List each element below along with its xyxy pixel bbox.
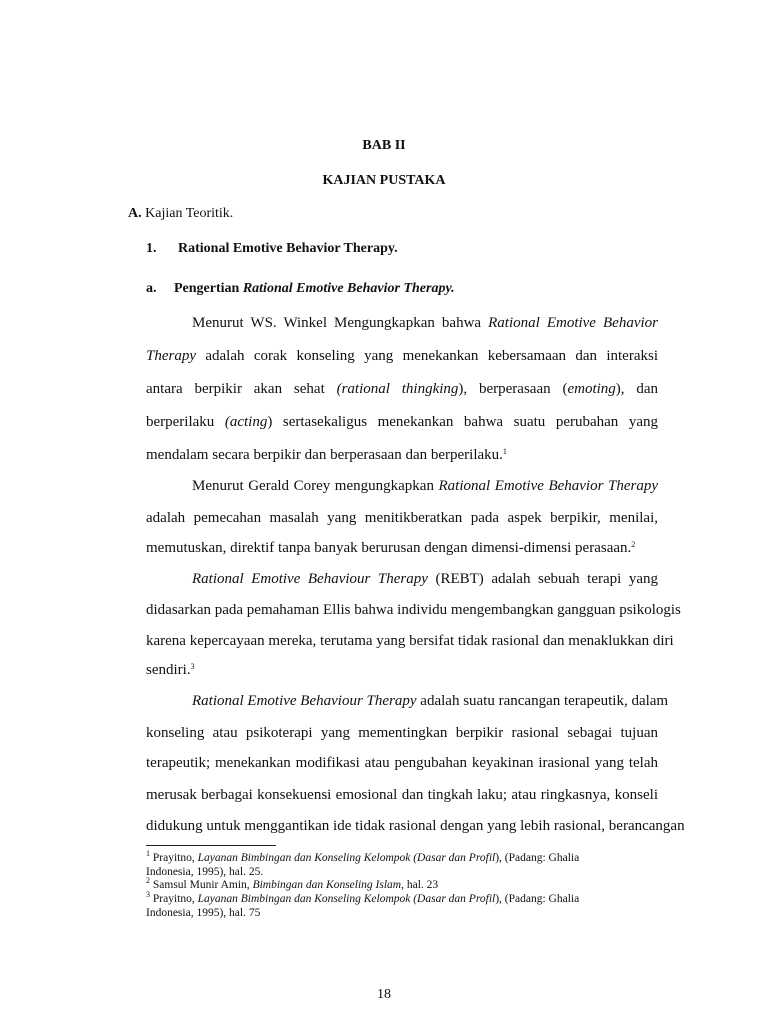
- italic-term: (rational thingking: [336, 381, 459, 397]
- footnote-ref: 2: [631, 540, 636, 549]
- footnote-number: 2: [146, 876, 150, 885]
- section-heading-a: [128, 206, 233, 222]
- p1-line-5: [146, 445, 658, 465]
- text-span: , hal. 23: [401, 879, 439, 891]
- p3-line-2: [146, 600, 681, 620]
- text-span: memutuskan, direktif tanpa banyak berurusan dengan dimensi-dimensi perasaan.: [146, 540, 632, 556]
- footnote-2: [146, 878, 666, 893]
- footnote-3-cont: [146, 906, 666, 921]
- italic-term: Layanan Bimbingan dan Konseling Kelompok (Dasar dan Profil: [197, 893, 496, 905]
- italic-term: Rational Emotive Behavior: [488, 315, 658, 331]
- p1-line-1: [192, 313, 658, 333]
- p2-line-1: [192, 476, 658, 496]
- italic-term: (acting: [224, 414, 268, 430]
- p1-line-2: [146, 346, 658, 366]
- p1-line-3: [146, 379, 658, 399]
- subsection-marker: 1.: [146, 241, 157, 256]
- footnote-separator: [146, 845, 276, 846]
- text-span: Prayitno,: [152, 852, 195, 864]
- p4-line-2: [146, 723, 658, 743]
- text-span: didasarkan pada pemahaman Ellis bahwa individu mengembangkan gangguan psikologis: [146, 602, 681, 618]
- page-number: 18: [377, 987, 391, 1002]
- text-span: Menurut WS. Winkel Mengungkapkan bahwa: [192, 315, 482, 331]
- p3-line-3: [146, 631, 674, 651]
- text-span: Indonesia, 1995), hal. 75: [146, 907, 261, 919]
- italic-term: Bimbingan dan Konseling Islam: [252, 879, 402, 891]
- footnote-3: [146, 892, 666, 907]
- p4-line-3: [146, 753, 658, 773]
- text-span: ), (Padang: Ghalia: [495, 852, 580, 864]
- subsection-title: Rational Emotive Behavior Therapy.: [178, 241, 398, 256]
- text-span: Indonesia, 1995), hal. 25.: [146, 866, 264, 878]
- footnote-number: 1: [146, 849, 150, 858]
- chapter-title: KAJIAN PUSTAKA: [322, 173, 446, 188]
- footnote-number: 3: [146, 890, 150, 899]
- text-span: Prayitno,: [152, 893, 195, 905]
- footnote-ref: 3: [190, 662, 195, 671]
- text-span: antara berpikir akan sehat: [146, 381, 325, 397]
- subsection-heading-1: [146, 241, 398, 257]
- footnote-ref: 1: [502, 447, 507, 456]
- italic-term: Therapy: [146, 348, 196, 364]
- italic-term: Rational Emotive Behaviour Therapy: [192, 571, 428, 587]
- section-marker: A.: [128, 206, 142, 221]
- text-span: didukung untuk menggantikan ide tidak rasional dengan yang lebih rasional, berancangan: [146, 818, 685, 834]
- text-span: adalah corak konseling yang menekankan kebersamaan dan interaksi: [205, 348, 659, 364]
- text-span: konseling atau psikoterapi yang mementingkan berpikir rasional sebagai tujuan: [146, 725, 658, 741]
- footnote-1: [146, 851, 666, 866]
- text-span: ), (Padang: Ghalia: [495, 893, 580, 905]
- p2-line-3: [146, 538, 658, 558]
- p4-line-5: [146, 816, 685, 836]
- p3-line-1: [192, 569, 658, 589]
- p4-line-1: [192, 691, 669, 711]
- text-span: ) sertasekaligus menekankan bahwa suatu perubahan yang: [267, 414, 658, 430]
- subsection-marker: a.: [146, 281, 157, 296]
- text-span: berperilaku: [146, 414, 215, 430]
- text-span: terapeutik; menekankan modifikasi atau pengubahan keyakinan irasional yang telah: [146, 755, 658, 771]
- text-span: merusak berbagai konsekuensi emosional dan tingkah laku; atau ringkasnya, konseli: [146, 787, 658, 803]
- text-span: karena kepercayaan mereka, terutama yang bersifat tidak rasional dan menaklukkan diri: [146, 633, 674, 649]
- italic-term: Layanan Bimbingan dan Konseling Kelompok (Dasar dan Profil: [197, 852, 496, 864]
- section-title: Kajian Teoritik.: [145, 206, 234, 221]
- text-span: adalah pemecahan masalah yang menitikberatkan pada aspek berpikir, menilai,: [146, 510, 658, 526]
- p4-line-4: [146, 785, 658, 805]
- text-span: ), berperasaan (: [458, 381, 568, 397]
- text-span: mendalam secara berpikir dan berperasaan dan berperilaku.: [146, 447, 503, 463]
- text-span: Menurut Gerald Corey mengungkapkan: [192, 478, 434, 494]
- subsection-title-plain: Pengertian: [174, 281, 240, 296]
- text-span: adalah suatu rancangan terapeutik, dalam: [420, 693, 669, 709]
- p3-line-4: [146, 660, 658, 680]
- p2-line-2: [146, 508, 658, 528]
- chapter-number: BAB II: [362, 138, 406, 153]
- italic-term: emoting: [567, 381, 616, 397]
- italic-term: Rational Emotive Behavior Therapy: [438, 478, 658, 494]
- p1-line-4: [146, 412, 658, 432]
- text-span: sendiri.: [146, 662, 191, 678]
- italic-term: Rational Emotive Behaviour Therapy: [192, 693, 417, 709]
- subsection-heading-a: [146, 281, 455, 297]
- text-span: Samsul Munir Amin,: [152, 879, 250, 891]
- subsection-title-italic: Rational Emotive Behavior Therapy.: [242, 281, 455, 296]
- text-span: (REBT) adalah sebuah terapi yang: [435, 571, 659, 587]
- text-span: ), dan: [615, 381, 659, 397]
